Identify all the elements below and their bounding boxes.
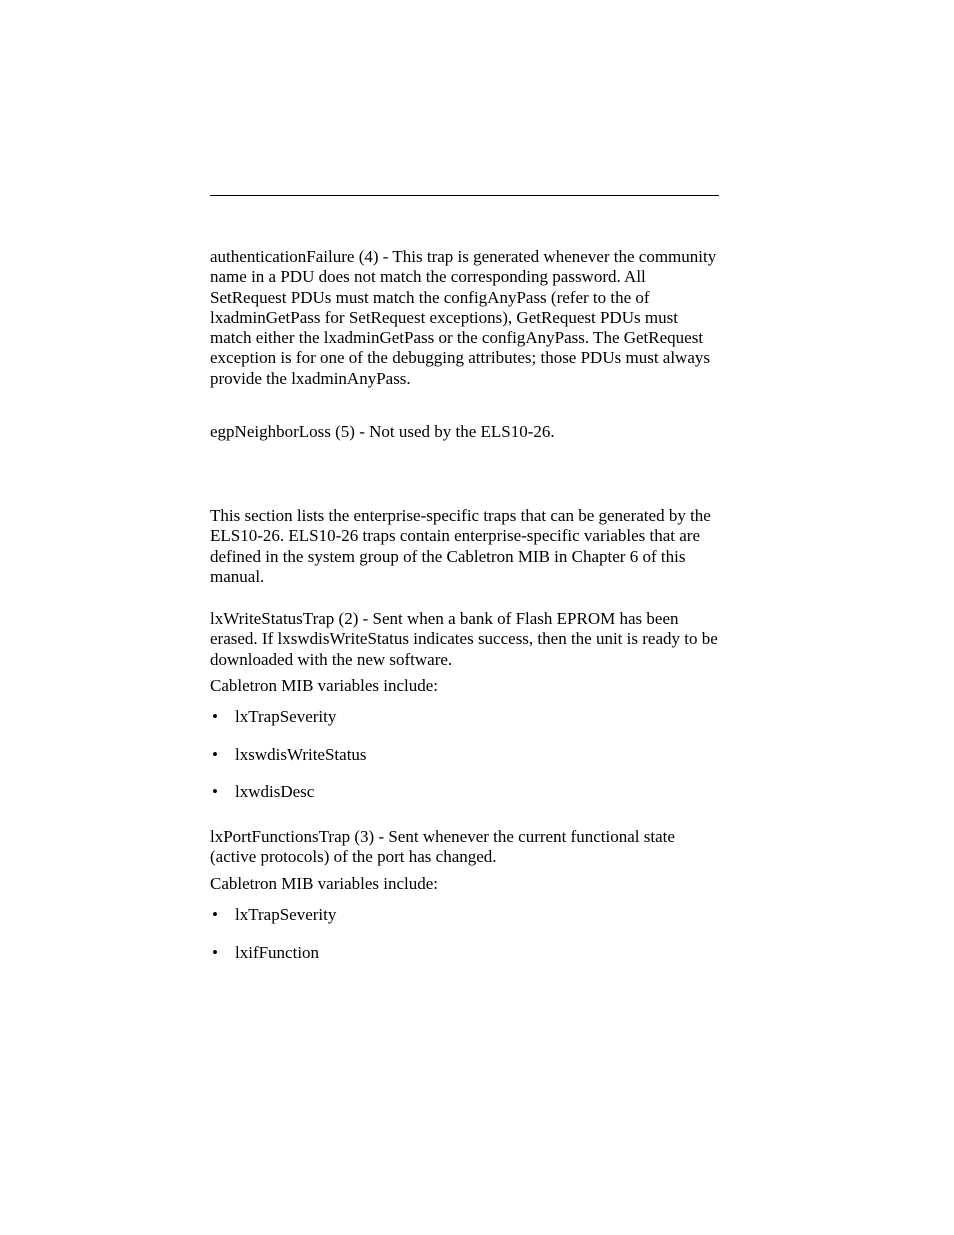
list-item: [212, 943, 319, 963]
list-item-label: lxTrapSeverity: [235, 905, 337, 924]
egp-neighbor-loss-paragraph: egpNeighborLoss (5) - Not used by the ELS10-26.: [210, 422, 555, 441]
list-item: [212, 745, 367, 765]
bullet-icon: •: [212, 905, 218, 924]
list-item: [212, 707, 336, 727]
port-functions-trap-paragraph: lxPortFunctionsTrap (3) - Sent whenever the current functional state (active protocols) of the port has changed.: [210, 827, 675, 867]
bullet-icon: •: [212, 707, 218, 726]
list-item-label: lxswdisWriteStatus: [235, 745, 367, 764]
list-item-label: lxwdisDesc: [235, 782, 315, 801]
list-item: [212, 905, 336, 925]
bullet-icon: •: [212, 782, 218, 801]
write-status-trap-paragraph: lxWriteStatusTrap (2) - Sent when a bank of Flash EPROM has been erased. If lxswdisWriteStatus indicates success, then the unit is ready to be downloaded with the new software.: [210, 609, 718, 669]
list-item-label: lxifFunction: [235, 943, 320, 962]
bullet-icon: •: [212, 943, 218, 962]
enterprise-traps-intro-paragraph: This section lists the enterprise-specific traps that can be generated by the ELS10-26. ELS10-26 traps contain enterprise-specific variables that are defined in the system group of the Cabletron MIB in Chapter 6 of this manual.: [210, 506, 711, 586]
header-rule: [210, 195, 719, 196]
list-item-label: lxTrapSeverity: [235, 707, 337, 726]
list-item: [212, 782, 314, 802]
auth-failure-paragraph: authenticationFailure (4) - This trap is generated whenever the community name in a PDU does not match the corresponding password. All SetRequest PDUs must match the configAnyPass (refer to the of lxadminGetPass for SetRequest exceptions), GetRequest PDUs must match either the lxadminGetPass or the configAnyPass. The GetRequest exception is for one of the debugging attributes; those PDUs must always provide the lxadminAnyPass.: [210, 247, 717, 388]
bullet-icon: •: [212, 745, 218, 764]
port-functions-vars-label: Cabletron MIB variables include:: [210, 874, 439, 893]
write-status-vars-label: Cabletron MIB variables include:: [210, 676, 439, 695]
